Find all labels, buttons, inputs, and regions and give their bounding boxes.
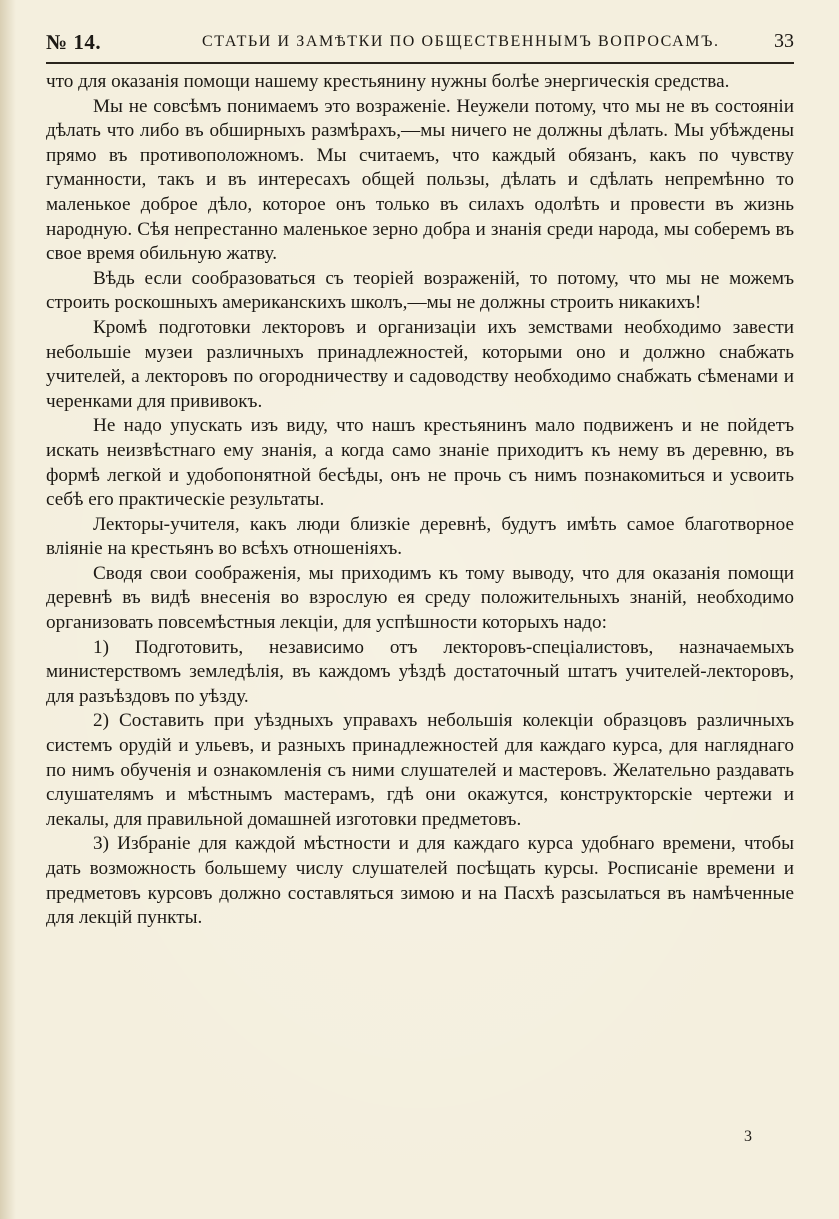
list-item: 1) Подготовить, независимо отъ лекторовъ-спеціалистовъ, назначаемыхъ министерствомъ земледѣлія, въ каждомъ уѣздѣ достаточный штатъ учителей-лекторовъ, для разъѣздовъ по уѣзду. xyxy=(46,636,794,707)
paragraph: Кромѣ подготовки лекторовъ и организаціи ихъ земствами необходимо завести небольшіе музеи различныхъ принадлежностей, которыми оно и должно снабжать учителей, а лекторовъ по огородничеству и садоводству необходимо снабжать сѣменами и черенками для прививокъ. xyxy=(46,316,794,412)
paragraph: что для оказанія помощи нашему крестьянину нужны болѣе энергическія средства. xyxy=(46,71,730,92)
header-rule xyxy=(46,62,794,64)
paragraph: Вѣдь если сообразоваться съ теоріей возраженій, то потому, что мы не можемъ строить роскошныхъ американскихъ школъ,—мы не должны строить никакихъ! xyxy=(46,267,794,314)
signature-mark: 3 xyxy=(744,1128,752,1145)
issue-number: № 14. xyxy=(46,30,102,54)
article-body xyxy=(46,70,794,931)
running-header xyxy=(46,24,794,64)
list-item: 3) Избраніе для каждой мѣстности и для каждаго курса удобнаго времени, чтобы дать возможность большему числу слушателей посѣщать курсы. Росписаніе времени и предметовъ курсовъ должно составляться зимою и на Пасхѣ разсылаться въ намѣченные для лекцій пункты. xyxy=(46,833,794,929)
paragraph: Сводя свои соображенія, мы приходимъ къ тому выводу, что для оказанія помощи деревнѣ въ видѣ внесенія во взрослую ея среду положительныхъ знаній, необходимо организовать повсемѣстныя лекціи, для успѣшности которыхъ надо: xyxy=(46,562,794,634)
paragraph: Мы не совсѣмъ понимаемъ это возраженіе. Неужели потому, что мы не въ состояніи дѣлать что либо въ обширныхъ размѣрахъ,—мы ничего не должны дѣлать. Мы убѣждены прямо въ противоположномъ. Мы считаемъ, что каждый обязанъ, какъ по чувству гуманности, такъ и въ интересахъ общей пользы, дѣлать и сдѣлать непремѣнно то маленькое доброе дѣло, которое онъ только въ силахъ одолѣть и провести въ жизнь народную. Сѣя непрестанно маленькое зерно добра и знанія среди народа, мы соберемъ въ свое время обильную жатву. xyxy=(46,95,794,265)
paragraph: Не надо упускать изъ виду, что нашъ крестьянинъ мало подвиженъ и не пойдетъ искать неизвѣстнаго ему знанія, а когда само знаніе приходитъ къ нему въ деревню, въ формѣ легкой и удобопонятной бесѣды, онъ не прочь съ нимъ познакомиться и усвоить себѣ его практическіе результаты. xyxy=(46,415,794,511)
list-item: 2) Составить при уѣздныхъ управахъ небольшія колекціи образцовъ различныхъ системъ орудій и ульевъ, и разныхъ принадлежностей для каждаго курса, для нагляднаго по нимъ обученія и ознакомленія съ ними слушателей и мастеровъ. Желательно раздавать слушателямъ и мѣстнымъ мастерамъ, гдѣ они окажутся, конструкторскіе чертежи и лекалы, для правильной домашней изготовки предметовъ. xyxy=(46,710,794,830)
page-number: 33 xyxy=(774,30,794,52)
section-title: СТАТЬИ И ЗАМѢТКИ ПО ОБЩЕСТВЕННЫМЪ ВОПРОСАМЪ. xyxy=(202,33,720,50)
paragraph: Лекторы-учителя, какъ люди близкіе деревнѣ, будутъ имѣть самое благотворное вліяніе на крестьянъ во всѣхъ отношеніяхъ. xyxy=(46,513,794,560)
page-binding-edge xyxy=(0,0,16,1219)
